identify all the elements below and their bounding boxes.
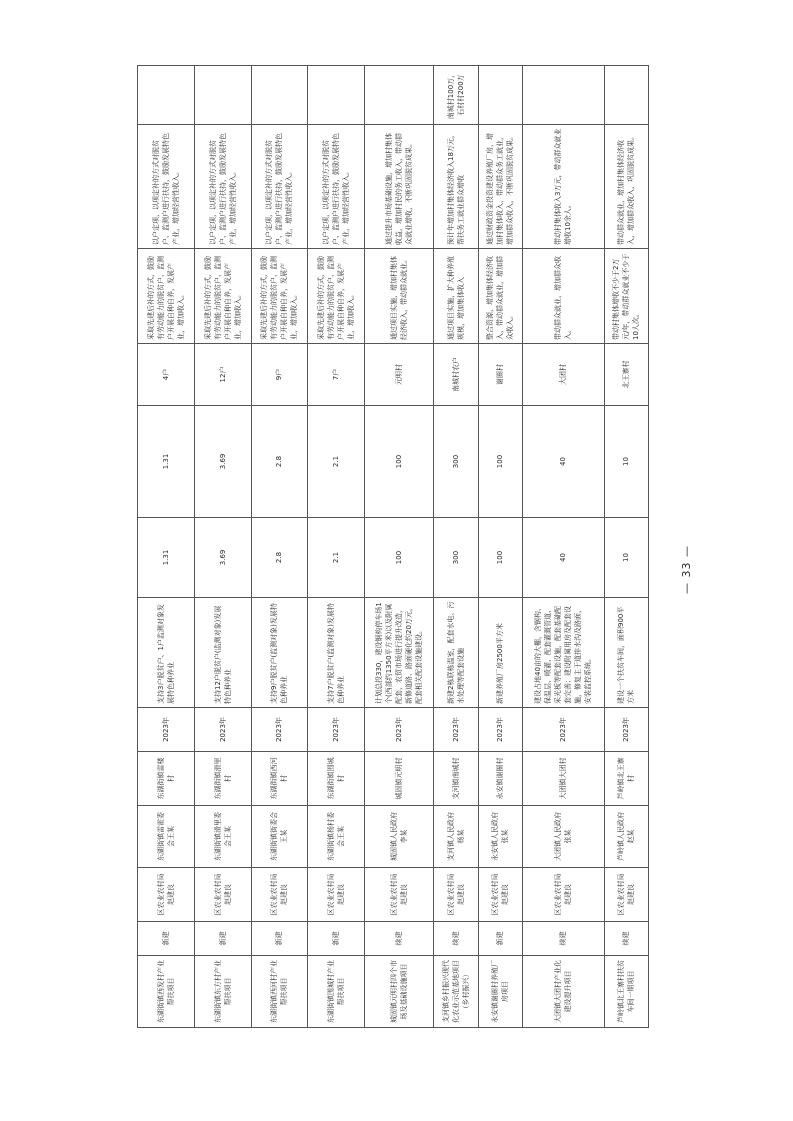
- investment-cell: 2.8: [251, 518, 308, 598]
- implementing-unit-cell: 东湖街镇街委会王某: [251, 806, 308, 868]
- note-cell: [308, 66, 365, 125]
- table-row: [522, 66, 604, 1028]
- beneficiary-cell: 谢圈村: [478, 344, 522, 406]
- implementing-unit-cell: 大团镇人民政府张某: [522, 806, 604, 868]
- year-cell: 2023年: [251, 708, 308, 752]
- site-cell: 城固镇元明村: [365, 752, 434, 806]
- department-cell: 区农业农村局赵建良: [522, 868, 604, 922]
- table-row: [478, 66, 522, 1028]
- investment-cell: 10: [604, 518, 648, 598]
- note-cell: [478, 66, 522, 125]
- project-name-cell: 东湖街镇西发村产业帮扶项目: [138, 956, 195, 1028]
- department-cell: 区农业农村局赵建良: [138, 868, 195, 922]
- content-cell: 支持12户脱贫户(监测对象)发展特色种养业: [194, 598, 251, 708]
- year-cell: 2023年: [434, 708, 478, 752]
- project-table: [137, 65, 649, 1028]
- mechanism-cell: 通过项目实施，扩大种养殖规模，增加集体收入: [434, 249, 478, 344]
- mechanism-cell: 采取先建后补的方式，鼓励有劳动能力的脱贫户、监测户开展自种自养，发展产业，增加收入。: [194, 249, 251, 344]
- table-row: [138, 66, 195, 1028]
- department-cell: 区农业农村局赵建良: [478, 868, 522, 922]
- beneficiary-cell: 南城村农户: [434, 344, 478, 406]
- beneficiary-cell: 4户: [138, 344, 195, 406]
- implementing-unit-cell: 芦岭镇人民政府赵某: [604, 806, 648, 868]
- build-type-cell: 续建: [365, 922, 434, 956]
- project-name-cell: 芦岭镇北王寨村扶贫车间一期项目: [604, 956, 648, 1028]
- table-row: [308, 66, 365, 1028]
- fund-cell: 2.8: [251, 406, 308, 518]
- goal-cell: 以户定项，以项定补的方式对脱贫户、监测户进行扶持，鼓励发展特色产业，增加经营性收入。: [138, 125, 195, 249]
- fund-cell: 300: [434, 406, 478, 518]
- site-cell: 支河镇南城村: [434, 752, 478, 806]
- fund-cell: 3.69: [194, 406, 251, 518]
- build-type-cell: 新建: [194, 922, 251, 956]
- mechanism-cell: 带动村集体增收不少于2万元/年，带动群众就业不少于10人次。: [604, 249, 648, 344]
- year-cell: 2023年: [138, 708, 195, 752]
- year-cell: 2023年: [194, 708, 251, 752]
- department-cell: 区农业农村局赵建良: [604, 868, 648, 922]
- implementing-unit-cell: 东湖街镇雷霍委会王某: [138, 806, 195, 868]
- site-cell: 东湖街镇西河村: [251, 752, 308, 806]
- department-cell: 区农业农村局赵建良: [251, 868, 308, 922]
- site-cell: 芦岭镇北王寨村: [604, 752, 648, 806]
- investment-cell: 1.31: [138, 518, 195, 598]
- note-cell: [604, 66, 648, 125]
- project-name-cell: 东湖街镇东方村产业帮扶项目: [194, 956, 251, 1028]
- build-type-cell: 续建: [522, 922, 604, 956]
- implementing-unit-cell: 永安镇人民政府张某: [478, 806, 522, 868]
- mechanism-cell: 采取先建后补的方式，鼓励有劳动能力的脱贫户、监测户开展自种自养，发展产业，增加收入。: [308, 249, 365, 344]
- mechanism-cell: 采取先建后补的方式，鼓励有劳动能力的脱贫户、监测户开展自种自养，发展产业，增加收入。: [251, 249, 308, 344]
- build-type-cell: 续建: [434, 922, 478, 956]
- goal-cell: 预计年增加村集体经济收入18万元，帮扶务工就业群众增收: [434, 125, 478, 249]
- content-cell: 计划总投330，建设钢构停车场1个(西部约1350平方米)以及附属配套，农贸市场进行提升改造，新修道路、路面硬化约20万元，配套相关配套设施建设。: [365, 598, 434, 708]
- table-row: [434, 66, 478, 1028]
- build-type-cell: 续建: [604, 922, 648, 956]
- note-cell: [251, 66, 308, 125]
- investment-cell: 100: [478, 518, 522, 598]
- build-type-cell: 新建: [138, 922, 195, 956]
- content-cell: 支持9户脱贫户(监测对象)发展特色种养业: [251, 598, 308, 708]
- year-cell: 2023年: [604, 708, 648, 752]
- mechanism-cell: 通过项目实施，增加村集体经济收入，带动群众就业。: [365, 249, 434, 344]
- investment-cell: 100: [365, 518, 434, 598]
- note-cell: [522, 66, 604, 125]
- mechanism-cell: 带动群众就业，增加群众收入。: [522, 249, 604, 344]
- project-name-cell: 城固镇元明村四个市场及基础设施项目: [365, 956, 434, 1028]
- beneficiary-cell: 北王寨村: [604, 344, 648, 406]
- table-row: [604, 66, 648, 1028]
- implementing-unit-cell: 城固镇人民政府李某: [365, 806, 434, 868]
- implementing-unit-cell: 支河镇人民政府杨某: [434, 806, 478, 868]
- investment-cell: 2.1: [308, 518, 365, 598]
- fund-cell: 40: [522, 406, 604, 518]
- note-cell: [365, 66, 434, 125]
- content-cell: 支持3户脱贫户、1户监测对象发展特色种养业: [138, 598, 195, 708]
- fund-cell: 1.31: [138, 406, 195, 518]
- goal-cell: 通过财政资金投资建设养殖厂房，增加村集体收入，带动群众务工就业，增加群众收入，不断巩固脱贫成果。: [478, 125, 522, 249]
- project-name-cell: 永安镇谢圈村养殖厂房项目: [478, 956, 522, 1028]
- implementing-unit-cell: 东湖街镇滑里委会王某: [194, 806, 251, 868]
- site-cell: 东湖街镇围城村: [308, 752, 365, 806]
- note-cell: 南城村100万，石村村200万: [434, 66, 478, 125]
- investment-cell: 300: [434, 518, 478, 598]
- content-cell: 建设占地40亩的大棚，含钢构、保温层、喷灌、配套灌溉管道、采光板等配套设施，配套基础配套完善；建设附属用房及配套设施，修复主干道排水沟及路面，安装监控系统。: [522, 598, 604, 708]
- department-cell: 区农业农村局赵建良: [365, 868, 434, 922]
- table-row: [365, 66, 434, 1028]
- project-name-cell: 东湖街镇围城村产业帮扶项目: [308, 956, 365, 1028]
- year-cell: 2023年: [522, 708, 604, 752]
- build-type-cell: 新建: [308, 922, 365, 956]
- goal-cell: 通过提升市场基础设施，增加村集体收益，增加村民的务工收入，带动群众就业增收，不断巩固脱贫成果。: [365, 125, 434, 249]
- fund-cell: 100: [478, 406, 522, 518]
- goal-cell: 带动群众就业，增加村集体经济收入，增加群众收入，巩固脱贫成果。: [604, 125, 648, 249]
- note-cell: [138, 66, 195, 125]
- content-cell: 支持7户脱贫户(监测对象)发展特色种养业: [308, 598, 365, 708]
- goal-cell: 以户定项，以项定补的方式对脱贫户、监测户进行扶持，鼓励发展特色产业，增加经营性收入。: [251, 125, 308, 249]
- department-cell: 区农业农村局赵建良: [308, 868, 365, 922]
- site-cell: 大团镇大团村: [522, 752, 604, 806]
- beneficiary-cell: 7户: [308, 344, 365, 406]
- build-type-cell: 新建: [251, 922, 308, 956]
- year-cell: 2023年: [308, 708, 365, 752]
- project-name-cell: 东湖街镇西河村产业帮扶项目: [251, 956, 308, 1028]
- fund-cell: 2.1: [308, 406, 365, 518]
- table-row: [194, 66, 251, 1028]
- year-cell: 2023年: [365, 708, 434, 752]
- build-type-cell: 新建: [478, 922, 522, 956]
- site-cell: 东湖街镇雷楼村: [138, 752, 195, 806]
- department-cell: 区农业农村局赵建良: [194, 868, 251, 922]
- investment-cell: 3.69: [194, 518, 251, 598]
- table-row: [251, 66, 308, 1028]
- department-cell: 区农业农村局赵建良: [434, 868, 478, 922]
- goal-cell: 带动村集体收入3万元，带动群众就业增收10余人。: [522, 125, 604, 249]
- mechanism-cell: 采取先建后补的方式，鼓励有劳动能力的脱贫户、监测户开展自种自养，发展产业，增加收入。: [138, 249, 195, 344]
- page-number: — 33 —: [680, 545, 693, 594]
- implementing-unit-cell: 东湖街镇杨村委会王某: [308, 806, 365, 868]
- mechanism-cell: 整合资源，增加集体经济收入，带动群众就业，增加群众收入。: [478, 249, 522, 344]
- fund-cell: 10: [604, 406, 648, 518]
- year-cell: 2023年: [478, 708, 522, 752]
- investment-cell: 40: [522, 518, 604, 598]
- goal-cell: 以户定项，以项定补的方式对脱贫户、监测户进行扶持，鼓励发展特色产业，增加经营性收入。: [194, 125, 251, 249]
- content-cell: 新建2栋联栋温室，配套水电、污水处理等配套设施: [434, 598, 478, 708]
- beneficiary-cell: 大团村: [522, 344, 604, 406]
- fund-cell: 100: [365, 406, 434, 518]
- beneficiary-cell: 9户: [251, 344, 308, 406]
- content-cell: 新建养殖厂房2500平方米: [478, 598, 522, 708]
- beneficiary-cell: 元明村: [365, 344, 434, 406]
- site-cell: 东湖街镇滑里村: [194, 752, 251, 806]
- project-name-cell: 支河镇乡村振兴现代化农业示范基地项目（乡村振兴）: [434, 956, 478, 1028]
- goal-cell: 以户定项，以项定补的方式对脱贫户、监测户进行扶持，鼓励发展特色产业，增加经营性收入。: [308, 125, 365, 249]
- project-name-cell: 大团镇大团村产业化建设提升项目: [522, 956, 604, 1028]
- content-cell: 建设一个扶贫车间，面积900平方米: [604, 598, 648, 708]
- beneficiary-cell: 12户: [194, 344, 251, 406]
- note-cell: [194, 66, 251, 125]
- site-cell: 永安镇谢圈村: [478, 752, 522, 806]
